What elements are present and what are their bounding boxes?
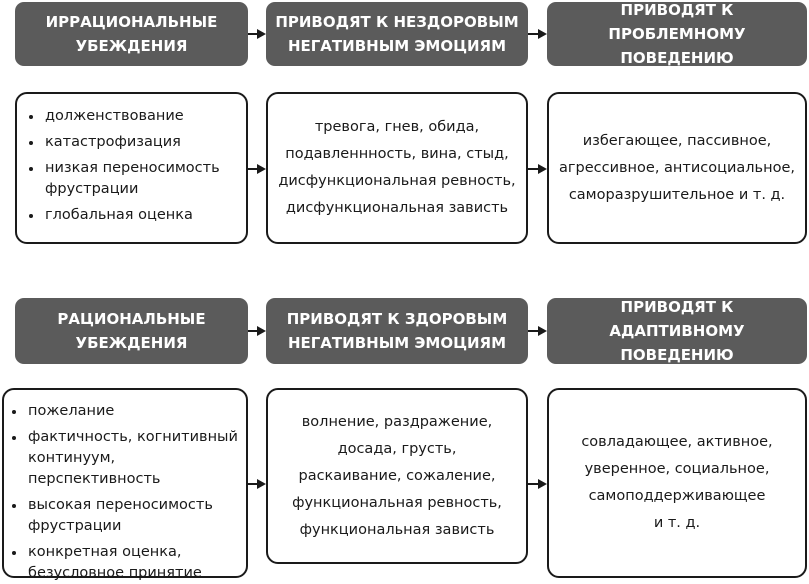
emotion-line: подавленнность, вина, стыд, [285, 146, 509, 162]
header-line: ПРИВОДЯТ К АДАПТИВНОМУ [609, 298, 745, 340]
emotion-line: функциональная ревность, [292, 494, 502, 511]
arrow-right-icon [248, 326, 266, 336]
beliefs-list [4, 401, 242, 584]
header-line: ПОВЕДЕНИЮ [620, 346, 734, 364]
arrow-right-icon [528, 479, 547, 489]
header-line: ПОВЕДЕНИЮ [620, 49, 734, 67]
emotion-line: раскаивание, сожаление, [298, 467, 496, 484]
list-item: глобальная оценка [21, 205, 240, 226]
list-item: конкретная оценка, безусловное принятие [4, 542, 242, 584]
emotion-line: волнение, раздражение, [301, 413, 493, 430]
behavior-line: агрессивное, антисоциальное, [559, 159, 795, 176]
behavior-line: совладающее, активное, [581, 434, 773, 450]
header-irrational-beliefs [15, 2, 248, 66]
arrow-right-icon [248, 164, 266, 174]
irrational-beliefs-box [15, 92, 248, 244]
rational-beliefs-box [2, 388, 248, 581]
arrow-right-icon [248, 29, 266, 39]
emotion-line: функциональная зависть [299, 521, 495, 538]
list-item: низкая переносимость фрустрации [21, 158, 240, 200]
header-problem-behavior [547, 2, 807, 66]
behavior-line: уверенное, социальное, [584, 461, 770, 477]
header-line: НЕГАТИВНЫМ ЭМОЦИЯМ [287, 334, 507, 352]
header-line: ПРИВОДЯТ К НЕЗДОРОВЫМ [275, 13, 519, 31]
header-rational-beliefs [15, 298, 248, 364]
list-item: высокая переносимость фрустрации [4, 495, 242, 537]
header-line: ПРИВОДЯТ К ЗДОРОВЫМ [286, 310, 508, 328]
emotion-line: дисфункциональная зависть [285, 200, 509, 216]
header-unhealthy-emotions [266, 2, 528, 66]
unhealthy-emotions-box [266, 92, 528, 244]
list-item: фактичность, когнитивный континуум, перспективность [4, 427, 242, 490]
behavior-line: и т. д. [653, 515, 701, 531]
header-line: ИРРАЦИОНАЛЬНЫЕ [45, 13, 218, 31]
list-item: пожелание [4, 401, 242, 422]
header-line: НЕГАТИВНЫМ ЭМОЦИЯМ [287, 37, 507, 55]
arrow-right-icon [528, 326, 547, 336]
arrow-right-icon [528, 29, 547, 39]
healthy-emotions-box [266, 388, 528, 564]
header-line: УБЕЖДЕНИЯ [75, 334, 188, 352]
behavior-line: саморазрушительное и т. д. [568, 186, 786, 203]
arrow-right-icon [248, 479, 266, 489]
header-line: РАЦИОНАЛЬНЫЕ [57, 310, 206, 328]
arrow-right-icon [528, 164, 547, 174]
emotion-line: тревога, гнев, обида, [314, 119, 480, 135]
header-healthy-emotions [266, 298, 528, 364]
adaptive-behavior-box [547, 388, 807, 578]
behavior-line: избегающее, пассивное, [582, 132, 772, 149]
list-item: катастрофизация [21, 132, 240, 153]
list-item: долженствование [21, 106, 240, 127]
beliefs-list [21, 106, 240, 226]
header-line: ПРИВОДЯТ К ПРОБЛЕМНОМУ [608, 1, 746, 43]
header-line: УБЕЖДЕНИЯ [75, 37, 188, 55]
emotion-line: досада, грусть, [337, 440, 457, 457]
behavior-line: самоподдерживающее [588, 488, 766, 504]
header-adaptive-behavior [547, 298, 807, 364]
emotion-line: дисфункциональная ревность, [278, 173, 516, 189]
problem-behavior-box [547, 92, 807, 244]
